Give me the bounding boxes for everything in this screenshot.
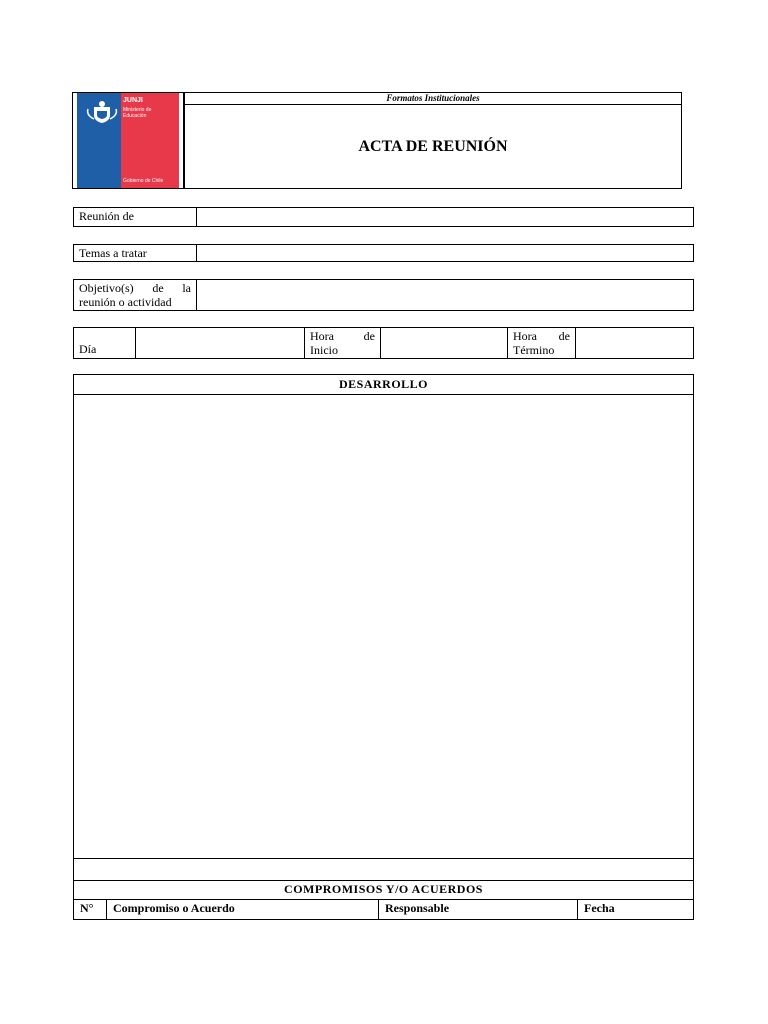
logo-blue-panel <box>77 93 121 188</box>
col-responsable: Responsable <box>379 900 578 919</box>
desarrollo-body[interactable] <box>74 395 693 859</box>
reunion-de-row <box>73 207 694 227</box>
hora-inicio-label-2: Inicio <box>310 343 338 357</box>
col-compromiso: Compromiso o Acuerdo <box>107 900 379 919</box>
hora-termino-field[interactable] <box>576 328 693 358</box>
col-numero: N° <box>74 900 107 919</box>
document-title-text: ACTA DE REUNIÓN <box>358 137 508 155</box>
desarrollo-heading: DESARROLLO <box>74 375 693 395</box>
desarrollo-footer-row[interactable] <box>74 859 693 881</box>
hora-termino-label-1: Hora de <box>513 329 570 343</box>
temas-label: Temas a tratar <box>74 245 197 261</box>
document-title <box>184 104 682 189</box>
objetivo-field[interactable] <box>197 280 693 310</box>
logo-org: JUNJI <box>123 97 143 104</box>
compromisos-heading: COMPROMISOS Y/O ACUERDOS <box>74 881 693 900</box>
logo-ministry-1: Ministerio de <box>123 107 152 113</box>
reunion-de-field[interactable] <box>197 208 693 226</box>
temas-field[interactable] <box>197 245 693 261</box>
objetivo-label-2: reunión o actividad <box>79 295 172 309</box>
hora-termino-label-2: Término <box>513 343 555 357</box>
coat-of-arms-icon <box>85 99 119 125</box>
temas-row <box>73 244 694 262</box>
objetivo-label <box>74 280 197 310</box>
logo-ministry-2: Educación <box>123 113 147 119</box>
compromisos-table-header <box>74 900 693 919</box>
desarrollo-section <box>73 374 694 920</box>
objetivo-label-1: Objetivo(s) de la <box>79 281 191 295</box>
dia-label-text: Día <box>79 342 97 356</box>
junji-logo <box>72 92 184 189</box>
hora-inicio-field[interactable] <box>381 328 508 358</box>
formatos-label: Formatos Institucionales <box>184 92 682 105</box>
hora-inicio-label-1: Hora de <box>310 329 375 343</box>
hora-termino-label <box>508 328 576 358</box>
fecha-hora-row <box>73 327 694 359</box>
logo-government: Gobierno de Chile <box>123 178 164 184</box>
reunion-de-label: Reunión de <box>74 208 197 226</box>
objetivo-row <box>73 279 694 311</box>
dia-field[interactable] <box>136 328 305 358</box>
dia-label <box>74 328 136 358</box>
hora-inicio-label <box>305 328 381 358</box>
col-fecha: Fecha <box>584 901 615 915</box>
